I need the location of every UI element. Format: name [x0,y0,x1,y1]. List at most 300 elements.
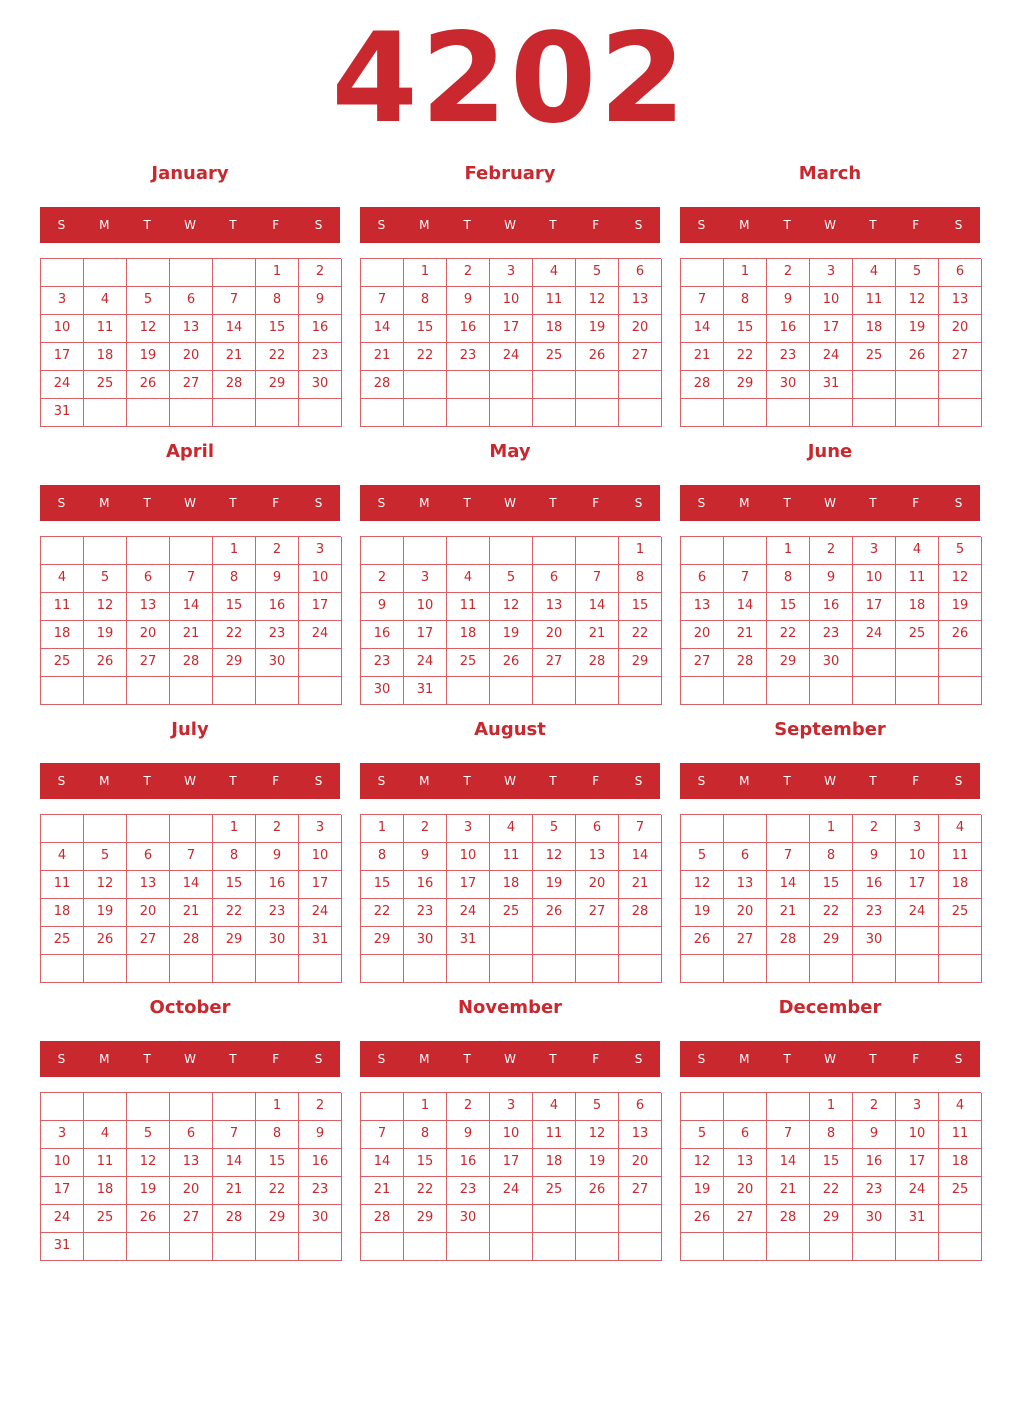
day-cell: 4 [447,565,490,593]
day-cell: 18 [447,621,490,649]
day-cell: 17 [41,343,84,371]
day-cell: 22 [810,1177,853,1205]
weekday-label: S [634,774,643,788]
day-cell: 28 [681,371,724,399]
day-cell: 29 [361,927,404,955]
weekday-label: T [463,1052,471,1066]
day-cell: 3 [896,815,939,843]
day-cell: 26 [576,343,619,371]
day-cell: 11 [896,565,939,593]
day-cell: 18 [533,315,576,343]
day-cell: 23 [361,649,404,677]
day-cell: 26 [681,1205,724,1233]
weekday-label: W [184,1052,196,1066]
day-cell: 24 [404,649,447,677]
day-cell: 29 [619,649,662,677]
empty-day-cell [41,259,84,287]
empty-day-cell [490,371,533,399]
day-cell: 20 [724,899,767,927]
day-cell: 27 [724,927,767,955]
day-cell: 9 [810,565,853,593]
empty-day-cell [681,677,724,705]
day-cell: 22 [404,343,447,371]
day-cell: 2 [810,537,853,565]
day-cell: 26 [939,621,982,649]
empty-day-cell [490,1205,533,1233]
weekday-label: T [229,1052,237,1066]
empty-day-cell [724,815,767,843]
day-cell: 18 [84,1177,127,1205]
day-cell: 2 [299,259,342,287]
empty-day-cell [896,371,939,399]
day-cell: 3 [299,815,342,843]
empty-day-cell [939,677,982,705]
day-cell: 15 [810,871,853,899]
day-cell: 30 [447,1205,490,1233]
day-cell: 19 [576,1149,619,1177]
empty-day-cell [361,1233,404,1261]
empty-day-cell [896,677,939,705]
empty-day-cell [127,537,170,565]
weekday-label: W [504,496,516,510]
day-cell: 16 [447,315,490,343]
empty-day-cell [767,955,810,983]
day-cell: 10 [490,1121,533,1149]
day-cell: 17 [896,1149,939,1177]
day-cell: 21 [213,1177,256,1205]
day-cell: 1 [724,259,767,287]
empty-day-cell [84,259,127,287]
empty-day-cell [447,955,490,983]
day-cell: 4 [84,287,127,315]
empty-day-cell [299,649,342,677]
empty-day-cell [213,259,256,287]
day-cell: 28 [170,927,213,955]
day-cell: 18 [939,1149,982,1177]
day-cell: 24 [41,1205,84,1233]
day-cell: 2 [256,537,299,565]
day-cell: 7 [724,565,767,593]
day-cell: 13 [939,287,982,315]
day-cell: 5 [576,259,619,287]
weekday-label: S [377,1052,386,1066]
day-cell: 5 [84,843,127,871]
day-grid [40,1092,341,1261]
weekday-label: T [783,218,791,232]
empty-day-cell [404,371,447,399]
empty-day-cell [213,955,256,983]
day-cell: 29 [810,927,853,955]
weekday-label: S [954,1052,963,1066]
day-cell: 17 [896,871,939,899]
empty-day-cell [939,927,982,955]
day-cell: 29 [724,371,767,399]
weekday-header [40,485,340,521]
day-cell: 17 [299,871,342,899]
day-cell: 28 [170,649,213,677]
empty-day-cell [490,955,533,983]
weekday-header [360,207,660,243]
empty-day-cell [213,1093,256,1121]
day-cell: 23 [299,343,342,371]
empty-day-cell [810,399,853,427]
weekday-label: T [869,1052,877,1066]
day-cell: 23 [447,343,490,371]
day-cell: 19 [84,621,127,649]
day-cell: 19 [576,315,619,343]
empty-day-cell [84,815,127,843]
day-cell: 7 [170,565,213,593]
weekday-label: T [463,218,471,232]
day-cell: 24 [853,621,896,649]
day-grid [360,258,661,427]
day-cell: 4 [41,565,84,593]
year-title: 4202 [331,7,689,151]
day-cell: 30 [853,927,896,955]
day-cell: 22 [810,899,853,927]
empty-day-cell [681,259,724,287]
day-cell: 4 [853,259,896,287]
empty-day-cell [299,955,342,983]
day-cell: 24 [490,1177,533,1205]
weekday-label: M [739,774,750,788]
day-cell: 14 [619,843,662,871]
day-cell: 22 [256,1177,299,1205]
day-cell: 4 [939,1093,982,1121]
weekday-label: S [377,496,386,510]
day-cell: 10 [41,1149,84,1177]
day-cell: 15 [619,593,662,621]
weekday-label: S [314,218,323,232]
weekday-label: M [739,1052,750,1066]
day-cell: 28 [576,649,619,677]
day-cell: 9 [853,1121,896,1149]
month-name: October [149,997,231,1018]
weekday-label: F [272,1052,280,1066]
empty-day-cell [939,371,982,399]
day-cell: 16 [404,871,447,899]
day-cell: 25 [939,1177,982,1205]
day-cell: 21 [767,899,810,927]
empty-day-cell [84,1233,127,1261]
day-cell: 27 [724,1205,767,1233]
weekday-label: T [229,496,237,510]
day-cell: 7 [576,565,619,593]
empty-day-cell [533,537,576,565]
empty-day-cell [853,371,896,399]
day-cell: 2 [853,1093,896,1121]
empty-day-cell [681,537,724,565]
day-cell: 22 [361,899,404,927]
day-cell: 29 [810,1205,853,1233]
weekday-label: F [592,496,600,510]
day-cell: 1 [619,537,662,565]
day-cell: 24 [896,1177,939,1205]
weekday-label: S [57,774,66,788]
day-cell: 18 [41,899,84,927]
weekday-label: S [57,1052,66,1066]
day-cell: 14 [213,315,256,343]
day-cell: 1 [213,537,256,565]
weekday-label: T [869,496,877,510]
empty-day-cell [361,1093,404,1121]
day-cell: 15 [767,593,810,621]
empty-day-cell [939,1233,982,1261]
day-cell: 30 [299,1205,342,1233]
day-cell: 23 [810,621,853,649]
day-cell: 10 [299,565,342,593]
empty-day-cell [896,927,939,955]
empty-day-cell [810,1233,853,1261]
day-cell: 31 [41,399,84,427]
day-cell: 8 [810,843,853,871]
day-cell: 11 [84,315,127,343]
day-cell: 6 [724,843,767,871]
empty-day-cell [127,1093,170,1121]
day-cell: 13 [533,593,576,621]
day-cell: 26 [533,899,576,927]
day-cell: 14 [576,593,619,621]
day-cell: 10 [853,565,896,593]
weekday-label: F [912,774,920,788]
day-cell: 19 [896,315,939,343]
day-cell: 14 [767,1149,810,1177]
day-cell: 28 [213,371,256,399]
day-cell: 19 [533,871,576,899]
day-cell: 19 [490,621,533,649]
day-cell: 8 [213,565,256,593]
empty-day-cell [447,371,490,399]
day-cell: 20 [576,871,619,899]
day-cell: 2 [361,565,404,593]
weekday-label: T [549,218,557,232]
empty-day-cell [576,1233,619,1261]
day-cell: 2 [256,815,299,843]
day-cell: 25 [853,343,896,371]
day-cell: 7 [170,843,213,871]
day-cell: 11 [939,843,982,871]
empty-day-cell [213,1233,256,1261]
month-name: November [457,997,563,1018]
day-cell: 20 [127,621,170,649]
empty-day-cell [681,955,724,983]
empty-day-cell [41,955,84,983]
day-cell: 28 [724,649,767,677]
weekday-header [40,763,340,799]
day-cell: 30 [361,677,404,705]
empty-day-cell [256,955,299,983]
day-cell: 26 [681,927,724,955]
day-cell: 14 [361,1149,404,1177]
weekday-label: S [697,774,706,788]
day-cell: 12 [490,593,533,621]
day-cell: 11 [490,843,533,871]
day-cell: 12 [533,843,576,871]
day-cell: 12 [127,315,170,343]
day-cell: 19 [681,1177,724,1205]
empty-day-cell [533,677,576,705]
empty-day-cell [619,399,662,427]
weekday-label: W [504,1052,516,1066]
empty-day-cell [939,955,982,983]
day-cell: 31 [41,1233,84,1261]
day-cell: 24 [896,899,939,927]
weekday-label: T [143,218,151,232]
empty-day-cell [681,1093,724,1121]
empty-day-cell [490,677,533,705]
day-cell: 8 [724,287,767,315]
empty-day-cell [533,371,576,399]
day-cell: 26 [490,649,533,677]
day-cell: 21 [170,621,213,649]
empty-day-cell [619,677,662,705]
empty-day-cell [213,399,256,427]
empty-day-cell [404,399,447,427]
empty-day-cell [170,677,213,705]
day-cell: 27 [681,649,724,677]
empty-day-cell [810,955,853,983]
day-cell: 1 [810,1093,853,1121]
day-cell: 17 [41,1177,84,1205]
day-cell: 3 [299,537,342,565]
day-cell: 21 [576,621,619,649]
empty-day-cell [299,399,342,427]
day-cell: 2 [767,259,810,287]
day-cell: 9 [299,287,342,315]
day-cell: 1 [256,259,299,287]
empty-day-cell [41,815,84,843]
day-cell: 11 [533,1121,576,1149]
day-cell: 9 [299,1121,342,1149]
day-cell: 12 [681,1149,724,1177]
day-cell: 26 [127,371,170,399]
weekday-label: T [143,1052,151,1066]
day-cell: 16 [767,315,810,343]
day-cell: 10 [490,287,533,315]
empty-day-cell [576,399,619,427]
day-cell: 15 [213,871,256,899]
day-cell: 6 [619,259,662,287]
empty-day-cell [447,537,490,565]
day-cell: 16 [256,871,299,899]
month-name: June [807,441,853,462]
day-cell: 9 [256,565,299,593]
day-cell: 8 [256,1121,299,1149]
empty-day-cell [213,677,256,705]
day-cell: 8 [619,565,662,593]
day-cell: 15 [810,1149,853,1177]
weekday-label: M [99,496,110,510]
day-cell: 22 [724,343,767,371]
empty-day-cell [853,1233,896,1261]
day-grid [680,814,981,983]
day-cell: 18 [853,315,896,343]
day-cell: 4 [533,259,576,287]
day-cell: 6 [127,843,170,871]
day-cell: 10 [896,843,939,871]
day-cell: 2 [447,259,490,287]
day-cell: 11 [447,593,490,621]
weekday-label: F [912,218,920,232]
day-cell: 22 [256,343,299,371]
empty-day-cell [490,537,533,565]
weekday-label: F [912,496,920,510]
day-cell: 13 [681,593,724,621]
empty-day-cell [767,677,810,705]
empty-day-cell [619,371,662,399]
day-cell: 4 [84,1121,127,1149]
day-cell: 5 [576,1093,619,1121]
month-name: February [464,163,556,184]
weekday-label: T [549,1052,557,1066]
day-cell: 7 [361,1121,404,1149]
weekday-label: M [419,218,430,232]
day-cell: 26 [576,1177,619,1205]
day-cell: 9 [256,843,299,871]
day-cell: 12 [576,287,619,315]
day-grid [360,814,661,983]
day-cell: 17 [447,871,490,899]
weekday-label: W [824,1052,836,1066]
empty-day-cell [490,927,533,955]
day-cell: 13 [724,1149,767,1177]
day-cell: 8 [256,287,299,315]
empty-day-cell [724,399,767,427]
day-cell: 7 [213,1121,256,1149]
day-cell: 13 [127,593,170,621]
weekday-label: S [634,218,643,232]
month-name: May [489,441,531,462]
day-cell: 6 [619,1093,662,1121]
day-cell: 5 [84,565,127,593]
weekday-label: S [697,1052,706,1066]
empty-day-cell [896,955,939,983]
day-grid [360,536,661,705]
day-cell: 1 [213,815,256,843]
weekday-label: S [634,1052,643,1066]
day-cell: 27 [619,1177,662,1205]
day-cell: 31 [404,677,447,705]
day-cell: 11 [41,871,84,899]
day-grid [360,1092,661,1261]
day-cell: 15 [404,1149,447,1177]
day-cell: 22 [404,1177,447,1205]
empty-day-cell [170,1233,213,1261]
day-cell: 30 [810,649,853,677]
day-cell: 12 [681,871,724,899]
weekday-label: T [783,496,791,510]
day-cell: 14 [170,871,213,899]
day-cell: 25 [41,649,84,677]
empty-day-cell [127,1233,170,1261]
day-cell: 30 [767,371,810,399]
weekday-label: M [99,1052,110,1066]
day-cell: 6 [939,259,982,287]
month-name: September [774,719,886,740]
day-cell: 26 [84,649,127,677]
empty-day-cell [127,259,170,287]
day-cell: 29 [256,371,299,399]
day-cell: 22 [767,621,810,649]
day-cell: 21 [361,1177,404,1205]
day-cell: 5 [490,565,533,593]
weekday-label: S [697,218,706,232]
day-cell: 23 [447,1177,490,1205]
day-cell: 7 [213,287,256,315]
day-cell: 3 [810,259,853,287]
empty-day-cell [896,399,939,427]
empty-day-cell [361,259,404,287]
